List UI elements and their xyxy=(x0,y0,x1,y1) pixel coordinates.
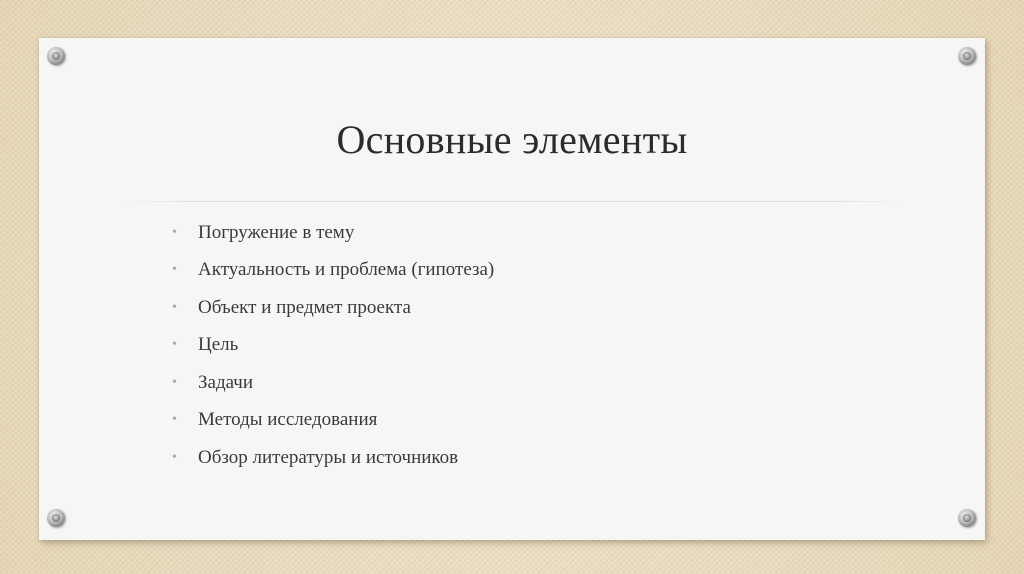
slide-card xyxy=(39,38,985,540)
bullet-icon: • xyxy=(172,412,177,428)
list-item-label: Актуальность и проблема (гипотеза) xyxy=(198,259,495,281)
list-item xyxy=(172,402,494,440)
list-item xyxy=(172,364,494,402)
list-item-label: Погружение в тему xyxy=(198,221,355,243)
bullet-list xyxy=(172,214,494,477)
bullet-icon: • xyxy=(172,262,177,278)
slide-title: Основные элементы xyxy=(336,117,688,162)
push-pin-icon xyxy=(958,47,976,65)
list-item xyxy=(172,289,494,327)
title-divider xyxy=(119,201,909,202)
bullet-icon: • xyxy=(172,299,177,315)
list-item xyxy=(172,252,494,290)
bullet-icon: • xyxy=(172,449,177,465)
push-pin-icon xyxy=(47,509,65,527)
list-item xyxy=(172,214,494,252)
list-item-label: Задачи xyxy=(198,371,254,393)
list-item xyxy=(172,439,494,477)
push-pin-icon xyxy=(958,509,976,527)
push-pin-icon xyxy=(47,47,65,65)
bullet-icon: • xyxy=(172,374,177,390)
list-item-label: Объект и предмет проекта xyxy=(198,296,411,318)
list-item-label: Цель xyxy=(198,334,239,356)
bullet-icon: • xyxy=(172,224,177,240)
bullet-icon: • xyxy=(172,337,177,353)
list-item xyxy=(172,327,494,365)
list-item-label: Обзор литературы и источников xyxy=(198,446,459,468)
list-item-label: Методы исследования xyxy=(198,409,378,431)
